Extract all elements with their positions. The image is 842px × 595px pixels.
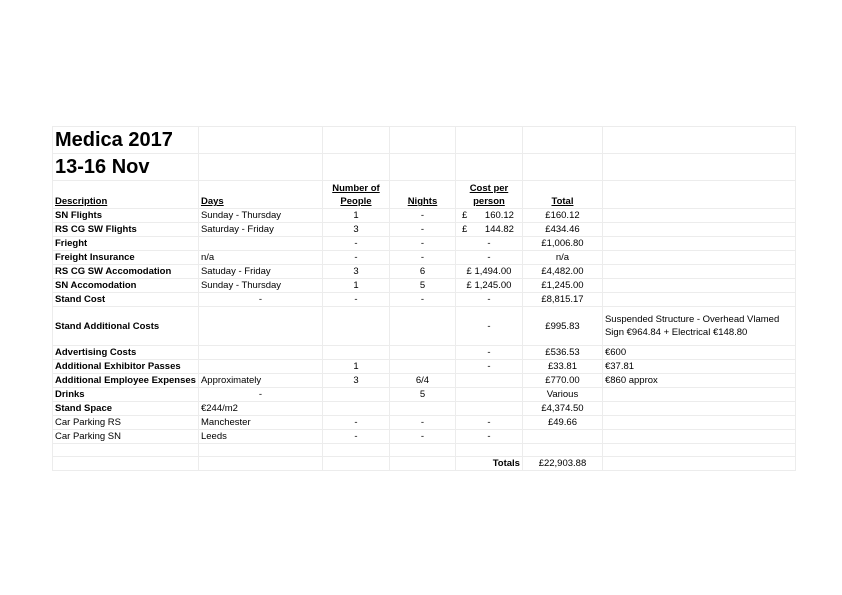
cell-days: Saturday - Friday <box>198 223 322 237</box>
cell-notes <box>602 416 795 430</box>
cell-total: £536.53 <box>522 346 602 360</box>
cell-people: 1 <box>322 360 389 374</box>
cell-days: Approximately <box>198 374 322 388</box>
cell-cost: - <box>455 293 522 307</box>
cell-description: Freight Insurance <box>53 251 199 265</box>
cell-notes <box>602 293 795 307</box>
cell-description: Advertising Costs <box>53 346 199 360</box>
cell-notes <box>602 388 795 402</box>
cell-cost <box>455 209 522 223</box>
cell-notes: Suspended Structure - Overhead Vlamed Sign €964.84 + Electrical €148.80 <box>602 307 795 346</box>
title-line-1: Medica 2017 <box>53 127 199 154</box>
cell-cost <box>455 388 522 402</box>
cell-people: - <box>322 416 389 430</box>
cell-description: SN Flights <box>53 209 199 223</box>
cell-total: £1,006.80 <box>522 237 602 251</box>
cost-currency: £ <box>461 224 468 235</box>
cell-nights: 5 <box>389 279 455 293</box>
cell-description: Additional Exhibitor Passes <box>53 360 199 374</box>
cell-notes <box>602 237 795 251</box>
table-row <box>53 388 796 402</box>
cell-notes <box>602 279 795 293</box>
cell-notes <box>602 402 795 416</box>
cell-people: - <box>322 293 389 307</box>
cell-description: Additional Employee Expenses <box>53 374 199 388</box>
header-total: Total <box>522 181 602 209</box>
cost-currency: £ <box>461 210 468 221</box>
cell-notes: €600 <box>602 346 795 360</box>
cell-notes <box>602 265 795 279</box>
table-row <box>53 209 796 223</box>
title-line-2: 13-16 Nov <box>53 154 199 181</box>
header-row <box>53 181 796 209</box>
cell-cost: - <box>455 346 522 360</box>
cell-cost: £ 1,245.00 <box>455 279 522 293</box>
table-row <box>53 430 796 444</box>
cell-description: Car Parking RS <box>53 416 199 430</box>
cell-total: £1,245.00 <box>522 279 602 293</box>
header-description: Description <box>53 181 199 209</box>
cost-amount: 160.12 <box>484 210 514 221</box>
totals-value: £22,903.88 <box>522 457 602 471</box>
cell-nights: 6/4 <box>389 374 455 388</box>
header-days: Days <box>198 181 322 209</box>
cell-cost: - <box>455 251 522 265</box>
cell-cost: - <box>455 237 522 251</box>
cell-notes <box>602 223 795 237</box>
cell-cost: - <box>455 430 522 444</box>
cell-total: £4,482.00 <box>522 265 602 279</box>
cell-nights: - <box>389 416 455 430</box>
table-row <box>53 402 796 416</box>
cost-table <box>52 126 796 471</box>
cell-people: 3 <box>322 265 389 279</box>
cell-notes <box>602 251 795 265</box>
cell-notes: €37.81 <box>602 360 795 374</box>
cell-description: Stand Space <box>53 402 199 416</box>
cell-cost: - <box>455 416 522 430</box>
cell-description: RS CG SW Flights <box>53 223 199 237</box>
cell-notes <box>602 430 795 444</box>
cell-notes: €860 approx <box>602 374 795 388</box>
table-row <box>53 293 796 307</box>
cell-total: £434.46 <box>522 223 602 237</box>
cell-people <box>322 402 389 416</box>
table-row <box>53 279 796 293</box>
cell-total: n/a <box>522 251 602 265</box>
cell-description: Stand Cost <box>53 293 199 307</box>
cell-cost: - <box>455 360 522 374</box>
header-people: Number of People <box>322 181 389 209</box>
cell-nights: - <box>389 251 455 265</box>
cell-days <box>198 237 322 251</box>
totals-label: Totals <box>455 457 522 471</box>
cell-nights: - <box>389 209 455 223</box>
cell-notes <box>602 209 795 223</box>
cell-description: SN Accomodation <box>53 279 199 293</box>
cell-cost: £ 1,494.00 <box>455 265 522 279</box>
cell-days <box>198 307 322 346</box>
cell-total: £8,815.17 <box>522 293 602 307</box>
table-row <box>53 251 796 265</box>
cell-nights: - <box>389 223 455 237</box>
cell-total: £49.66 <box>522 416 602 430</box>
cell-people: 3 <box>322 223 389 237</box>
cell-nights: - <box>389 237 455 251</box>
cell-days: n/a <box>198 251 322 265</box>
cell-people <box>322 346 389 360</box>
table-row <box>53 374 796 388</box>
cell-nights <box>389 346 455 360</box>
cell-days <box>198 360 322 374</box>
cell-description: Stand Additional Costs <box>53 307 199 346</box>
cell-days <box>198 346 322 360</box>
cell-total: Various <box>522 388 602 402</box>
cell-cost: - <box>455 307 522 346</box>
cell-people: - <box>322 237 389 251</box>
cell-people: 1 <box>322 209 389 223</box>
cell-nights <box>389 307 455 346</box>
table-row <box>53 360 796 374</box>
cell-description: Drinks <box>53 388 199 402</box>
totals-row <box>53 457 796 471</box>
cell-nights: - <box>389 430 455 444</box>
cell-days: Leeds <box>198 430 322 444</box>
cell-description: Car Parking SN <box>53 430 199 444</box>
header-nights: Nights <box>389 181 455 209</box>
table-row <box>53 307 796 346</box>
cell-nights <box>389 360 455 374</box>
cost-amount: 144.82 <box>484 224 514 235</box>
cell-total: £770.00 <box>522 374 602 388</box>
cell-total: £995.83 <box>522 307 602 346</box>
table-row <box>53 265 796 279</box>
cell-nights: - <box>389 293 455 307</box>
cell-days: €244/m2 <box>198 402 322 416</box>
spreadsheet <box>52 126 796 471</box>
cell-cost <box>455 402 522 416</box>
cell-days: Sunday - Thursday <box>198 209 322 223</box>
cell-nights: 6 <box>389 265 455 279</box>
table-row <box>53 237 796 251</box>
cell-nights: 5 <box>389 388 455 402</box>
cell-total: £4,374.50 <box>522 402 602 416</box>
cell-cost <box>455 223 522 237</box>
cell-days: - <box>198 293 322 307</box>
cell-people <box>322 388 389 402</box>
cell-days: Manchester <box>198 416 322 430</box>
table-row <box>53 346 796 360</box>
header-cost: Cost per person <box>455 181 522 209</box>
table-row <box>53 416 796 430</box>
cell-days: Satuday - Friday <box>198 265 322 279</box>
cell-days: - <box>198 388 322 402</box>
cell-people: - <box>322 251 389 265</box>
cell-total: £160.12 <box>522 209 602 223</box>
cell-days: Sunday - Thursday <box>198 279 322 293</box>
cell-description: RS CG SW Accomodation <box>53 265 199 279</box>
cell-description: Frieght <box>53 237 199 251</box>
table-row <box>53 223 796 237</box>
cell-cost <box>455 374 522 388</box>
cell-total <box>522 430 602 444</box>
cell-people: 1 <box>322 279 389 293</box>
cell-nights <box>389 402 455 416</box>
cell-people <box>322 307 389 346</box>
cell-people: - <box>322 430 389 444</box>
cell-total: £33.81 <box>522 360 602 374</box>
cell-people: 3 <box>322 374 389 388</box>
